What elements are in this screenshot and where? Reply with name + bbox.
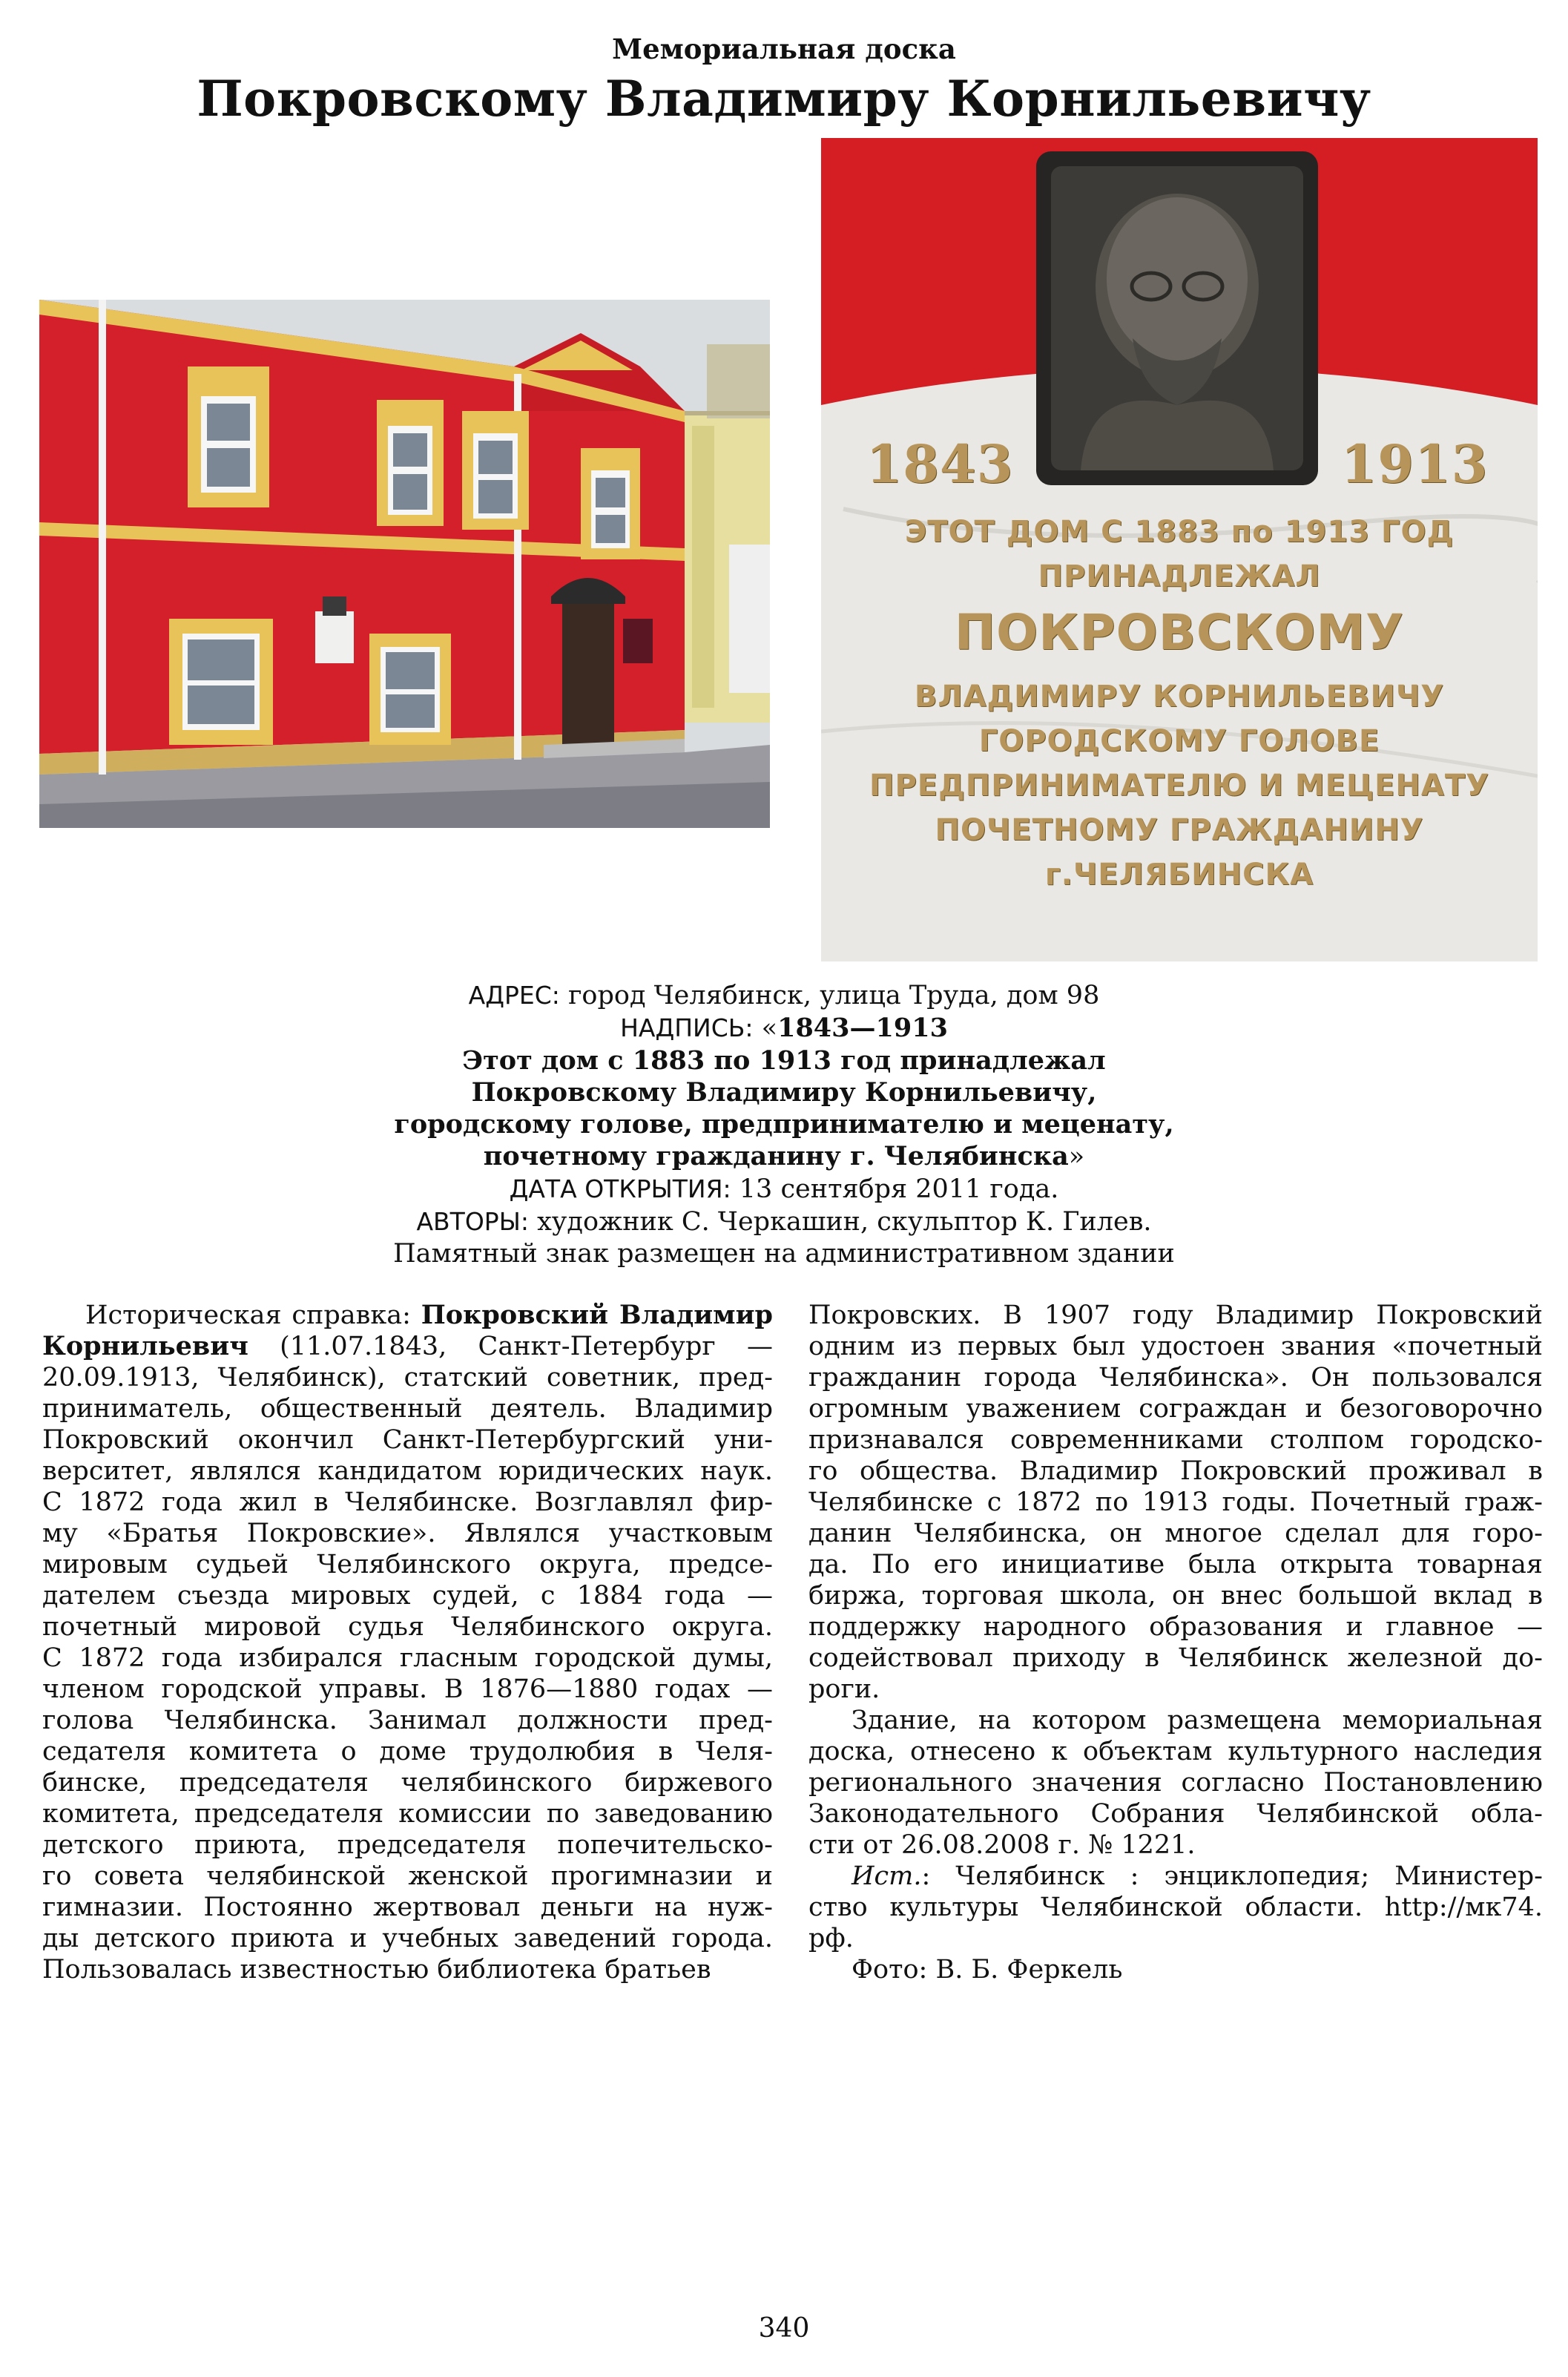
text-line (42, 1331, 773, 1362)
inscription-text: 1843—1913 (777, 1013, 948, 1043)
authors-line (0, 1206, 1568, 1238)
text-line: почетный мировой судья Челябинского округа. (42, 1612, 773, 1642)
text-line: дателем съезда мировых судей, с 1884 года — (42, 1581, 773, 1611)
text-line: голова Челябинска. Занимал должности пред- (42, 1706, 773, 1735)
source-line: рф. (808, 1924, 854, 1953)
text-line: верситет, являлся кандидатом юридических наук. (42, 1456, 773, 1486)
text-line: Пользовалась известностью библиотека братьев (42, 1955, 711, 1985)
person-name: Покровский Владимир (421, 1300, 774, 1330)
text-line: огромным уважением сограждан и безоговорочно (808, 1394, 1543, 1424)
text-line: 20.09.1913, Челябинск), статский советник, пред- (42, 1363, 773, 1393)
text-line: комитета, председателя комиссии по заведованию (42, 1799, 773, 1829)
inscription-line (0, 1140, 1568, 1173)
text-line: го совета челябинской женской прогимназии и (42, 1861, 773, 1891)
inscription-text: почетному гражданину г. Челябинска (483, 1141, 1069, 1171)
photo-credit: Фото: В. Б. Феркель (851, 1955, 1123, 1985)
plaque-line: ЭТОТ ДОМ С 1883 по 1913 ГОД (904, 515, 1455, 549)
inscription-text: Этот дом с 1883 по 1913 год принадлежал (462, 1045, 1106, 1076)
source-line (808, 1861, 1543, 1892)
info-block (0, 979, 1568, 1270)
date-value: 13 сентября 2011 года. (731, 1174, 1059, 1204)
text-line: биржа, торговая школа, он внес большой вклад в (808, 1581, 1543, 1611)
address-line (0, 979, 1568, 1012)
page-title: Покровскому Владимиру Корнильевичу (197, 70, 1371, 128)
text-line: му «Братья Покровские». Являлся участковым (42, 1519, 773, 1548)
text-line: данин Челябинска, он многое сделал для горо- (808, 1519, 1543, 1548)
text-line: го общества. Владимир Покровский проживал в (808, 1456, 1543, 1486)
address-value: город Челябинск, улица Труда, дом 98 (559, 981, 1100, 1010)
text-line: гражданин города Челябинска». Он пользовался (808, 1363, 1543, 1393)
plaque-photo (821, 138, 1538, 961)
text-line: С 1872 года жил в Челябинске. Возглавлял фир- (42, 1487, 773, 1517)
text-line: доска, отнесено к объектам культурного наследия (808, 1737, 1543, 1766)
source-text: : Челябинск : энциклопедия; Министер- (921, 1861, 1543, 1891)
intro-text: Историческая справка: (85, 1301, 421, 1330)
text-line: С 1872 года избирался гласным городской думы, (42, 1643, 773, 1673)
inscription-text: городскому голове, предпринимателю и меценату, (394, 1109, 1174, 1140)
inscription-label: НАДПИСЬ: (620, 1013, 754, 1042)
text-line: признавался современниками столпом городско- (808, 1425, 1543, 1455)
text-line: содействовал приходу в Челябинск железной до- (808, 1643, 1543, 1673)
text-line: Покровских. В 1907 году Владимир Покровский (808, 1301, 1543, 1330)
plaque-line: ГОРОДСКОМУ ГОЛОВЕ (978, 724, 1380, 758)
address-label: АДРЕС: (468, 981, 560, 1010)
plaque-line: г.ЧЕЛЯБИНСКА (1044, 858, 1314, 892)
plaque-line: ПРИНАДЛЕЖАЛ (1038, 559, 1321, 594)
person-name: Корнильевич (42, 1331, 248, 1361)
inscription-close-quote: » (1068, 1142, 1085, 1171)
source-label: Ист. (851, 1861, 922, 1891)
plaque-line: ПРЕДПРИНИМАТЕЛЮ И МЕЦЕНАТУ (869, 769, 1489, 803)
location-note: Памятный знак размещен на административном здании (393, 1239, 1175, 1269)
text-line: Здание, на котором размещена мемориальная (851, 1706, 1543, 1735)
date-label: ДАТА ОТКРЫТИЯ: (509, 1174, 731, 1203)
text-line: поддержку народного образования и главное — (808, 1612, 1543, 1642)
plaque-year-left: 1843 (866, 433, 1014, 495)
right-column (808, 1300, 1543, 1985)
building-photo (39, 300, 770, 828)
text-line: регионального значения согласно Постановлению (808, 1768, 1543, 1798)
text-line: роги. (808, 1674, 880, 1704)
text-line (42, 1300, 773, 1331)
text-line: Челябинске с 1872 по 1913 годы. Почетный граж- (808, 1487, 1543, 1517)
inscription-open-quote: « (753, 1013, 778, 1043)
text-line: членом городской управы. В 1876—1880 годах — (42, 1674, 773, 1704)
plaque-year-right: 1913 (1340, 433, 1489, 495)
supertitle: Мемориальная доска (612, 33, 956, 65)
text-line: мировым судьей Челябинского округа, предсе- (42, 1550, 773, 1579)
text-line-rest: (11.07.1843, Санкт-Петербург — (248, 1332, 773, 1361)
page-number: 340 (758, 2313, 810, 2344)
authors-label: АВТОРЫ: (416, 1207, 529, 1236)
text-line: Покровский окончил Санкт-Петербургский уни- (42, 1425, 773, 1455)
text-line: гимназии. Постоянно жертвовал деньги на нуж- (42, 1893, 773, 1922)
text-line: детского приюта, председателя попечительско- (42, 1830, 773, 1860)
date-line (0, 1173, 1568, 1206)
text-line: приниматель, общественный деятель. Владимир (42, 1394, 773, 1424)
plaque-line: ПОЧЕТНОМУ ГРАЖДАНИНУ (935, 813, 1424, 847)
text-line: Законодательного Собрания Челябинской обла- (808, 1799, 1543, 1829)
source-line: ство культуры Челябинской области. http://мк74. (808, 1893, 1543, 1922)
inscription-text: Покровскому Владимиру Корнильевичу, (471, 1077, 1097, 1108)
left-column (42, 1300, 773, 1985)
text-line: седателя комитета о доме трудолюбия в Челя- (42, 1737, 773, 1766)
authors-value: художник С. Черкашин, скульптор К. Гилев. (528, 1207, 1152, 1237)
plaque-line: ПОКРОВСКОМУ (954, 604, 1405, 661)
plaque-line: ВЛАДИМИРУ КОРНИЛЬЕВИЧУ (914, 680, 1445, 714)
text-line: бинске, председателя челябинского биржевого (42, 1768, 773, 1798)
text-line: сти от 26.08.2008 г. № 1221. (808, 1830, 1196, 1860)
text-line: ды детского приюта и учебных заведений города. (42, 1924, 773, 1953)
text-line: да. По его инициативе была открыта товарная (808, 1550, 1543, 1579)
inscription-line (0, 1012, 1568, 1045)
text-line: одним из первых был удостоен звания «почетный (808, 1332, 1543, 1361)
